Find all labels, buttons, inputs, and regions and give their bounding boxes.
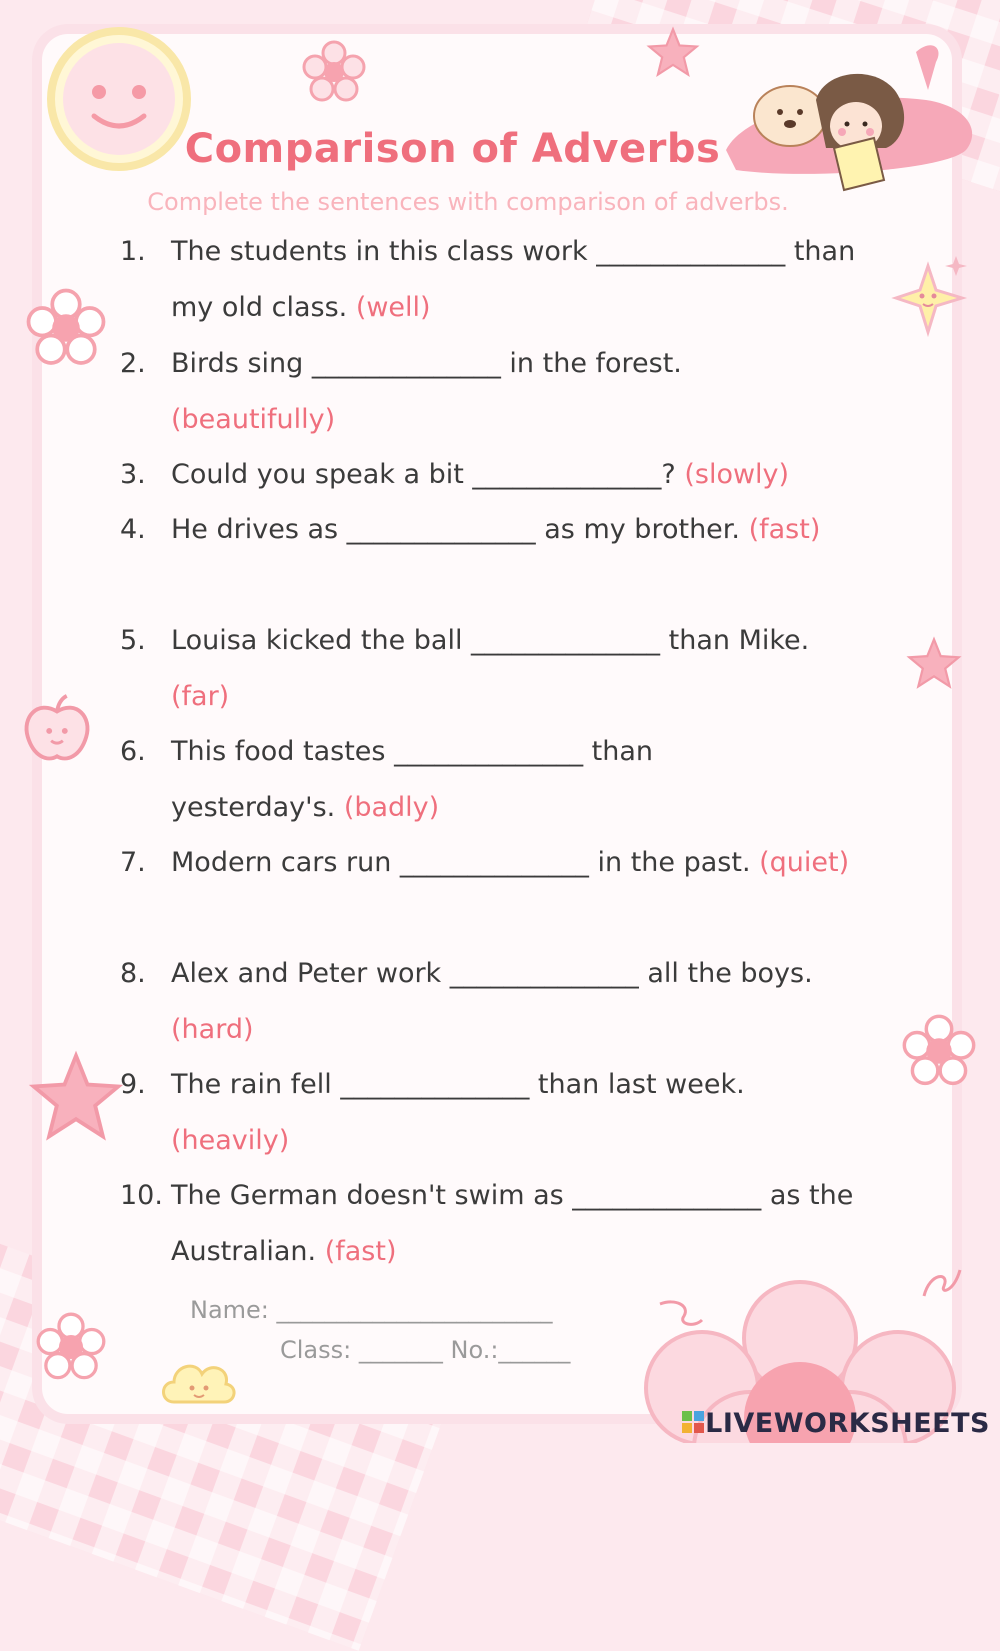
question-number: 9. xyxy=(120,1069,146,1100)
question-text: Modern cars run ______________ in the past. xyxy=(171,847,751,878)
question-number: 10. xyxy=(120,1180,163,1211)
question-hint: (badly) xyxy=(343,792,440,823)
question-item xyxy=(120,1057,920,1169)
question-hint: (well) xyxy=(355,292,431,323)
apple-icon xyxy=(18,690,96,768)
swirl-icon xyxy=(920,1262,970,1302)
question-text: Alex and Peter work ______________ all the boys. xyxy=(171,958,813,989)
question-item xyxy=(120,946,920,1058)
cloud-icon xyxy=(156,1352,240,1412)
question-text: The German doesn't swim as ______________ as the Australian. xyxy=(171,1180,854,1267)
question-number: 5. xyxy=(120,625,146,656)
page-subtitle: Complete the sentences with comparison of adverbs. xyxy=(147,188,789,216)
question-item xyxy=(120,835,920,891)
class-number-field-label: Class: _______ No.:______ xyxy=(280,1336,571,1364)
question-text: This food tastes ______________ than yesterday's. xyxy=(171,736,654,823)
flower-icon xyxy=(302,40,366,104)
question-item xyxy=(120,447,920,503)
flower-icon xyxy=(26,288,106,368)
liveworksheets-brand: LIVEWORKSHEETS xyxy=(705,1408,990,1439)
star-icon xyxy=(646,26,700,80)
girl-reading-illustration xyxy=(706,30,986,200)
question-hint: (quiet) xyxy=(759,847,850,878)
question-text: The rain fell ______________ than last week. xyxy=(171,1069,745,1100)
question-number: 7. xyxy=(120,847,146,878)
question-number: 1. xyxy=(120,236,146,267)
question-number: 3. xyxy=(120,459,146,490)
question-number: 4. xyxy=(120,514,146,545)
question-item xyxy=(120,724,920,836)
question-hint: (slowly) xyxy=(684,459,790,490)
question-text: Louisa kicked the ball ______________ than Mike. xyxy=(171,625,810,656)
question-text: He drives as ______________ as my brother. xyxy=(171,514,740,545)
flower-icon xyxy=(36,1312,106,1382)
question-hint: (far) xyxy=(171,681,230,712)
question-text: The students in this class work ______________ than my old class. xyxy=(171,236,856,323)
liveworksheets-logo-icon xyxy=(682,1411,704,1433)
swirl-icon xyxy=(656,1294,706,1334)
question-item xyxy=(120,502,920,558)
question-hint: (fast) xyxy=(748,514,821,545)
question-item xyxy=(120,1168,920,1280)
question-hint: (hard) xyxy=(171,1014,254,1045)
question-item xyxy=(120,224,920,336)
question-number: 6. xyxy=(120,736,146,767)
question-number: 8. xyxy=(120,958,146,989)
star-icon xyxy=(28,1050,124,1146)
question-hint: (fast) xyxy=(324,1236,397,1267)
question-hint: (beautifully) xyxy=(171,404,336,435)
question-text: Could you speak a bit ______________? xyxy=(171,459,676,490)
question-number: 2. xyxy=(120,348,146,379)
question-text: Birds sing ______________ in the forest. xyxy=(171,348,682,379)
page-title: Comparison of Adverbs xyxy=(184,126,721,172)
question-item xyxy=(120,613,920,725)
name-field-label: Name: _______________________ xyxy=(190,1296,553,1324)
question-hint: (heavily) xyxy=(171,1125,290,1156)
question-item xyxy=(120,336,920,448)
